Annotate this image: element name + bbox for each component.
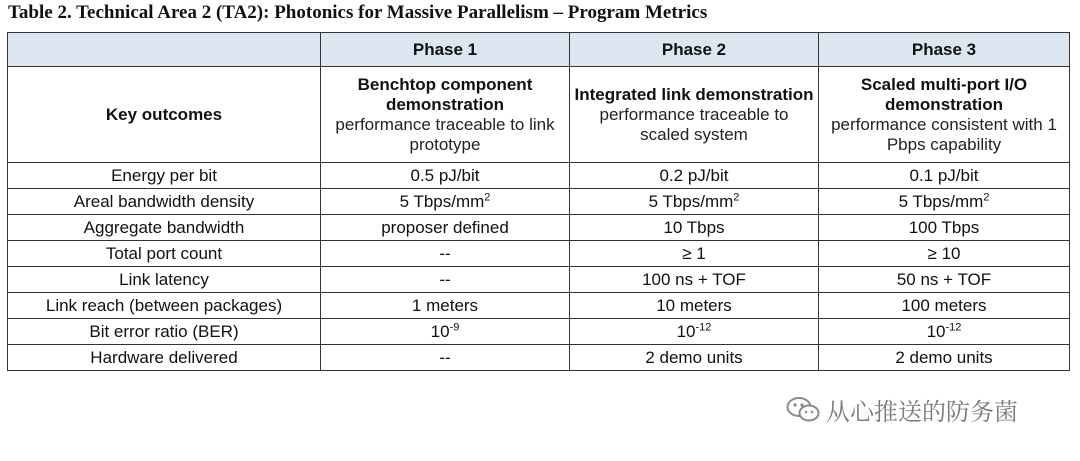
cell-value: 0.5 pJ/bit — [410, 165, 480, 185]
phase-1-value — [321, 319, 570, 345]
phase-1-value — [321, 293, 570, 319]
row-label: Hardware delivered — [8, 345, 321, 371]
row-label: Link reach (between packages) — [8, 293, 321, 319]
row-label: Areal bandwidth density — [8, 189, 321, 215]
header-row — [8, 33, 1070, 67]
cell-value: 0.1 pJ/bit — [909, 165, 979, 185]
row-label: Bit error ratio (BER) — [8, 319, 321, 345]
cell-value: 10 — [926, 321, 946, 341]
cell-exponent: 2 — [484, 190, 491, 203]
cell-value: 2 demo units — [895, 347, 993, 367]
cell-value: -- — [439, 347, 451, 367]
row-label: Total port count — [8, 241, 321, 267]
phase-3-value — [819, 267, 1070, 293]
header-phase-1: Phase 1 — [321, 33, 570, 67]
phase-2-value — [570, 267, 819, 293]
cell-exponent: 2 — [983, 190, 990, 203]
phase-3-outcome — [819, 67, 1070, 163]
header-corner-cell — [8, 33, 321, 67]
table-caption: Table 2. Technical Area 2 (TA2): Photonics for Massive Parallelism – Program Metrics — [8, 2, 708, 23]
phase-3-value — [819, 163, 1070, 189]
table-row-areal-bandwidth-density — [8, 189, 1070, 215]
cell-exponent: 2 — [733, 190, 740, 203]
program-metrics-table — [7, 32, 1070, 371]
row-label: Energy per bit — [8, 163, 321, 189]
watermark — [786, 392, 1018, 427]
cell-value: 10 — [430, 321, 450, 341]
cell-value: 5 Tbps/mm — [898, 191, 984, 211]
cell-value: -- — [439, 243, 451, 263]
phase-3-outcome-desc: performance consistent with 1 Pbps capability — [831, 114, 1057, 154]
table-row-total-port-count — [8, 241, 1070, 267]
cell-exponent: -9 — [449, 320, 460, 333]
phase-2-value — [570, 293, 819, 319]
phase-3-value — [819, 345, 1070, 371]
table-row-hardware-delivered — [8, 345, 1070, 371]
key-outcomes-row — [8, 67, 1070, 163]
phase-2-outcome-desc: performance traceable to scaled system — [599, 104, 789, 144]
table-row-aggregate-bandwidth — [8, 215, 1070, 241]
table-row-bit-error-ratio-ber — [8, 319, 1070, 345]
cell-value: 10 Tbps — [663, 217, 725, 237]
phase-2-value — [570, 319, 819, 345]
cell-value: 0.2 pJ/bit — [659, 165, 729, 185]
cell-value: 1 meters — [411, 295, 479, 315]
cell-value: 10 — [676, 321, 696, 341]
table-row-link-latency — [8, 267, 1070, 293]
cell-value: 100 Tbps — [908, 217, 980, 237]
phase-1-value — [321, 267, 570, 293]
table-row-link-reach-between-packages — [8, 293, 1070, 319]
key-outcomes-label: Key outcomes — [8, 67, 321, 163]
metric-rows — [8, 163, 1070, 371]
phase-2-value — [570, 241, 819, 267]
phase-3-value — [819, 319, 1070, 345]
header-phase-3: Phase 3 — [819, 33, 1070, 67]
phase-1-value — [321, 345, 570, 371]
phase-1-value — [321, 241, 570, 267]
phase-2-outcome-title: Integrated link demonstration — [574, 84, 814, 104]
phase-1-outcome-desc: performance traceable to link prototype — [335, 114, 555, 154]
row-label: Link latency — [8, 267, 321, 293]
cell-value: 100 ns + TOF — [642, 269, 746, 289]
cell-value: proposer defined — [381, 217, 509, 237]
header-phase-2: Phase 2 — [570, 33, 819, 67]
phase-3-value — [819, 293, 1070, 319]
phase-3-value — [819, 189, 1070, 215]
phase-1-value — [321, 163, 570, 189]
table-row-energy-per-bit — [8, 163, 1070, 189]
cell-value: 10 meters — [656, 295, 732, 315]
phase-2-value — [570, 345, 819, 371]
phase-2-value — [570, 215, 819, 241]
cell-exponent: -12 — [945, 320, 962, 333]
phase-3-value — [819, 241, 1070, 267]
wechat-icon — [786, 396, 820, 424]
cell-value: 100 meters — [901, 295, 987, 315]
phase-2-value — [570, 189, 819, 215]
phase-3-outcome-title: Scaled multi-port I/O demonstration — [860, 74, 1028, 114]
cell-value: 5 Tbps/mm — [399, 191, 485, 211]
phase-1-value — [321, 215, 570, 241]
cell-value: 50 ns + TOF — [896, 269, 992, 289]
cell-exponent: -12 — [695, 320, 712, 333]
cell-value: ≥ 1 — [682, 243, 706, 263]
row-label: Aggregate bandwidth — [8, 215, 321, 241]
phase-1-value — [321, 189, 570, 215]
watermark-text: 从心推送的防务菌 — [826, 398, 1018, 426]
phase-1-outcome-title: Benchtop component demonstration — [357, 74, 533, 114]
phase-3-value — [819, 215, 1070, 241]
cell-value: ≥ 10 — [927, 243, 961, 263]
phase-2-outcome — [570, 67, 819, 163]
phase-2-value — [570, 163, 819, 189]
cell-value: -- — [439, 269, 451, 289]
phase-1-outcome — [321, 67, 570, 163]
cell-value: 2 demo units — [645, 347, 743, 367]
cell-value: 5 Tbps/mm — [648, 191, 734, 211]
